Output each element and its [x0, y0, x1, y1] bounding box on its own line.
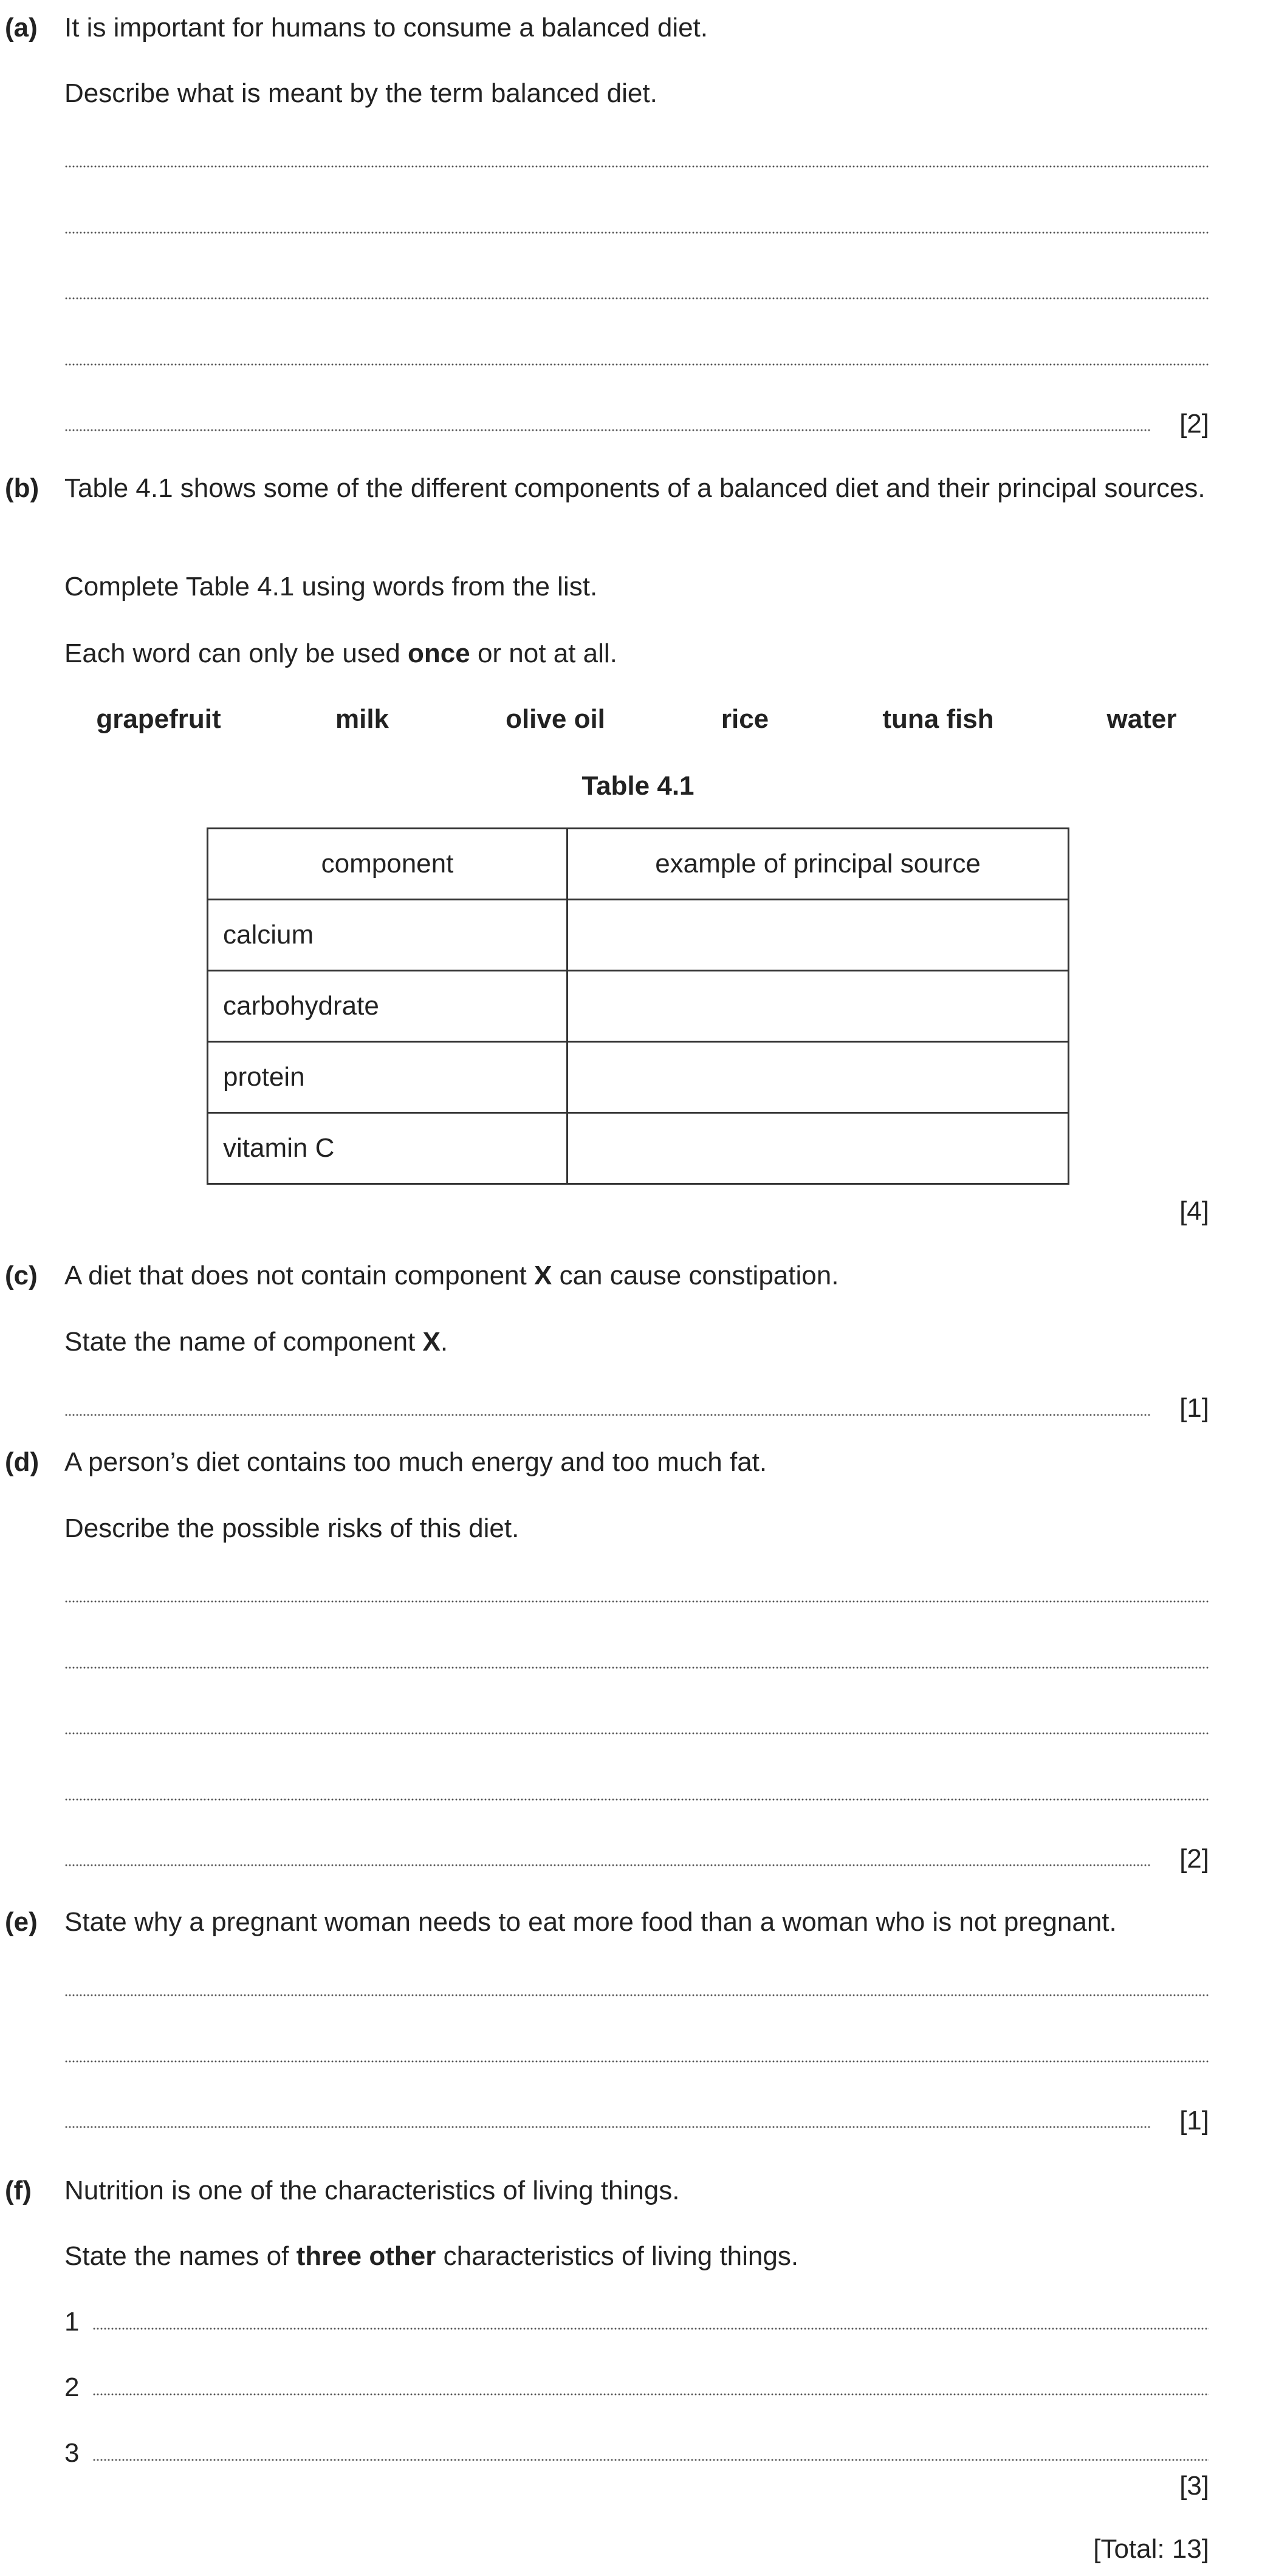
part-b-instruction: Complete Table 4.1 using words from the list. — [64, 572, 598, 601]
table-4-1 — [207, 827, 1069, 1185]
part-a-mark: [2] — [1179, 409, 1209, 439]
table-answer-cell[interactable] — [568, 1042, 1069, 1113]
answer-number: 3 — [64, 2438, 80, 2468]
word-list-item: rice — [721, 704, 769, 734]
table-header-component: component — [208, 829, 568, 900]
answer-line[interactable] — [64, 429, 1151, 431]
answer-line[interactable] — [64, 1864, 1151, 1866]
table-row — [208, 971, 1069, 1042]
answer-line[interactable] — [64, 1994, 1209, 1996]
answer-line[interactable] — [64, 363, 1209, 366]
part-f-label: (f) — [5, 2176, 32, 2205]
table-row — [208, 900, 1069, 971]
part-d-mark: [2] — [1179, 1844, 1209, 1874]
word-list-item: olive oil — [506, 704, 605, 734]
part-d-label: (d) — [5, 1447, 39, 1477]
table-row — [208, 1042, 1069, 1113]
part-b-mark: [4] — [1179, 1196, 1209, 1226]
answer-line[interactable] — [64, 1600, 1209, 1603]
answer-line[interactable] — [64, 1414, 1151, 1416]
table-cell-component: protein — [208, 1042, 568, 1113]
table-header-source: example of principal source — [568, 829, 1069, 900]
answer-line[interactable] — [64, 297, 1209, 300]
answer-line[interactable] — [64, 165, 1209, 168]
part-c-mark: [1] — [1179, 1393, 1209, 1423]
answer-line[interactable] — [64, 1667, 1209, 1669]
part-d-instruction: Describe the possible risks of this diet. — [64, 1513, 520, 1543]
table-cell-component: calcium — [208, 900, 568, 971]
word-list-item: milk — [335, 704, 389, 734]
word-list-item: tuna fish — [882, 704, 994, 734]
answer-number: 2 — [64, 2372, 80, 2402]
part-d-text: A person’s diet contains too much energy and too much fat. — [64, 1447, 767, 1477]
answer-number: 1 — [64, 2307, 80, 2337]
part-e-label: (e) — [5, 1907, 38, 1937]
answer-line[interactable] — [92, 2393, 1209, 2396]
table-row — [208, 1113, 1069, 1184]
word-list-item: grapefruit — [96, 704, 221, 734]
answer-line[interactable] — [64, 1798, 1209, 1801]
part-f-text: Nutrition is one of the characteristics of living things. — [64, 2176, 680, 2205]
part-a-instruction: Describe what is meant by the term balanced diet. — [64, 78, 657, 108]
answer-line[interactable] — [64, 2126, 1151, 2128]
answer-line[interactable] — [92, 2328, 1209, 2330]
part-f-instruction: State the names of three other characteristics of living things. — [64, 2241, 799, 2271]
table-cell-component: carbohydrate — [208, 971, 568, 1042]
table-answer-cell[interactable] — [568, 1113, 1069, 1184]
table-caption: Table 4.1 — [581, 771, 695, 801]
answer-line[interactable] — [64, 2060, 1209, 2063]
total-marks: [Total: 13] — [1093, 2534, 1209, 2564]
part-e-text: State why a pregnant woman needs to eat more food than a woman who is not pregnant. — [64, 1907, 1117, 1937]
part-a-label: (a) — [5, 13, 38, 43]
part-c-text: A diet that does not contain component X can cause constipation. — [64, 1261, 839, 1290]
part-a-text: It is important for humans to consume a balanced diet. — [64, 13, 708, 43]
table-answer-cell[interactable] — [568, 900, 1069, 971]
answer-line[interactable] — [64, 231, 1209, 234]
table-header-row — [208, 829, 1069, 900]
answer-line[interactable] — [92, 2459, 1209, 2461]
part-b-label: (b) — [5, 473, 39, 503]
answer-line[interactable] — [64, 1732, 1209, 1735]
word-list-item: water — [1106, 704, 1177, 734]
part-c-label: (c) — [5, 1261, 38, 1290]
part-b-rule: Each word can only be used once or not at all. — [64, 639, 617, 668]
table-answer-cell[interactable] — [568, 971, 1069, 1042]
part-e-mark: [1] — [1179, 2106, 1209, 2136]
part-b-text: Table 4.1 shows some of the different components of a balanced diet and their principal sources. — [64, 473, 1206, 503]
part-c-instruction: State the name of component X. — [64, 1327, 448, 1357]
part-f-mark: [3] — [1179, 2471, 1209, 2501]
table-cell-component: vitamin C — [208, 1113, 568, 1184]
